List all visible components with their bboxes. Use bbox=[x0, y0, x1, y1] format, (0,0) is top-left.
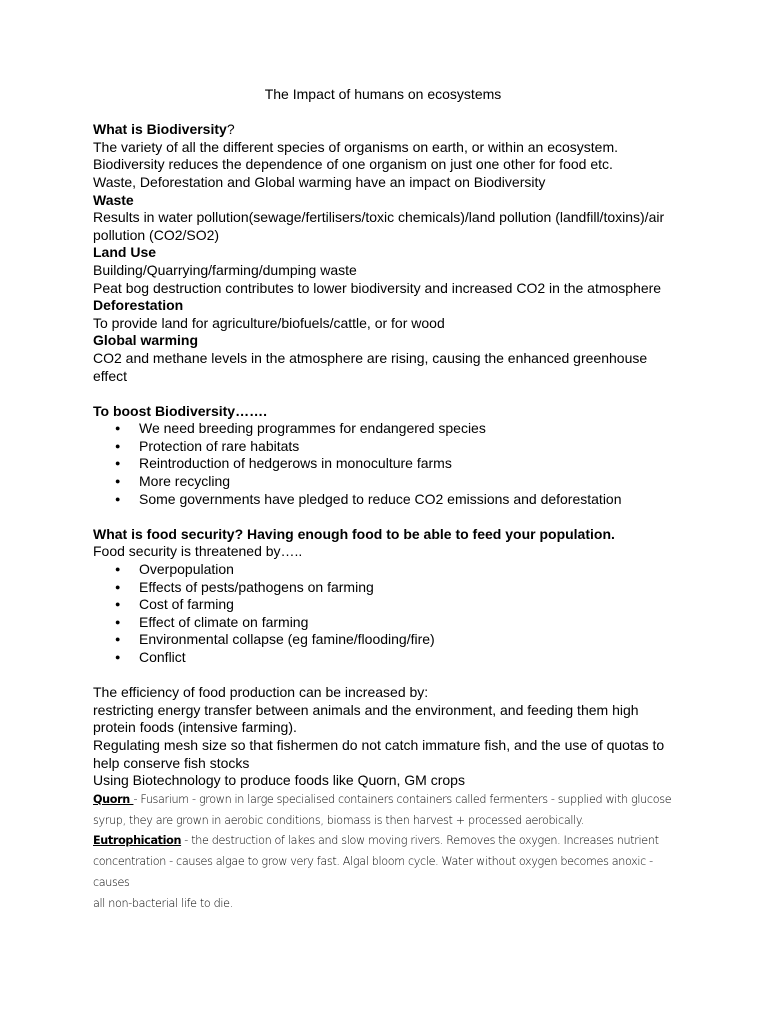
biodiversity-heading bbox=[93, 121, 683, 139]
food-security-intro: Food security is threatened by….. bbox=[93, 543, 303, 560]
biodiversity-heading-suffix: ? bbox=[226, 121, 235, 138]
food-security-list bbox=[93, 561, 683, 667]
page-title: The Impact of humans on ecosystems bbox=[264, 86, 502, 102]
boost-heading: To boost Biodiversity……. bbox=[93, 402, 267, 419]
biodiversity-heading-text: What is Biodiversity bbox=[93, 121, 227, 138]
list-item: ● More recycling bbox=[93, 473, 683, 491]
eutrophication-note-line: all non-bacterial life to die. bbox=[93, 896, 233, 910]
list-item: ● Effects of pests/pathogens on farming bbox=[93, 579, 683, 597]
list-item: ● Conflict bbox=[93, 649, 683, 667]
list-item: ● Protection of rare habitats bbox=[93, 438, 683, 456]
list-item: ● Environmental collapse (eg famine/flooding/fire) bbox=[93, 631, 683, 649]
list-item: ● We need breeding programmes for endangered species bbox=[93, 420, 683, 438]
quorn-text: - Fusarium - grown in large specialised containers containers called fermenters - supplied with glucose bbox=[133, 792, 672, 806]
quorn-note bbox=[93, 790, 683, 811]
deforestation-line: To provide land for agriculture/biofuels/cattle, or for wood bbox=[93, 314, 445, 331]
list-item: ● Cost of farming bbox=[93, 596, 683, 614]
waste-heading: Waste bbox=[93, 191, 134, 208]
land-use-line: Peat bog destruction contributes to lower biodiversity and increased CO2 in the atmosphere bbox=[93, 279, 662, 296]
global-warming-line: CO2 and methane levels in the atmosphere are rising, causing the enhanced greenhouse bbox=[93, 349, 648, 366]
biodiversity-line: Biodiversity reduces the dependence of one organism on just one other for food etc. bbox=[93, 156, 613, 173]
efficiency-line: Using Biotechnology to produce foods like Quorn, GM crops bbox=[93, 772, 465, 789]
handwritten-notes bbox=[93, 790, 683, 915]
efficiency-intro: The efficiency of food production can be increased by: bbox=[93, 684, 429, 701]
biodiversity-line: Waste, Deforestation and Global warming have an impact on Biodiversity bbox=[93, 173, 546, 190]
waste-line: Results in water pollution(sewage/fertilisers/toxic chemicals)/land pollution (landfill/toxins)/air bbox=[93, 209, 665, 226]
efficiency-line: help conserve fish stocks bbox=[93, 754, 250, 771]
eutrophication-text: - the destruction of lakes and slow moving rivers. Removes the oxygen. Increases nutrient bbox=[181, 834, 659, 848]
document-body bbox=[93, 86, 683, 915]
quorn-term: Quorn bbox=[93, 792, 134, 806]
land-use-line: Building/Quarrying/farming/dumping waste bbox=[93, 261, 357, 278]
eutrophication-term: Eutrophication bbox=[93, 834, 182, 848]
land-use-heading: Land Use bbox=[93, 244, 157, 261]
list-item: ● Effect of climate on farming bbox=[93, 614, 683, 632]
eutrophication-note-line: concentration - causes algae to grow very fast. Algal bloom cycle. Water without oxygen becomes anoxic - causes bbox=[93, 855, 653, 889]
quorn-note-line: syrup, they are grown in aerobic conditions, biomass is then harvest + processed aerobically. bbox=[93, 813, 584, 827]
spacer bbox=[93, 508, 683, 526]
food-security-heading: What is food security? Having enough food to be able to feed your population. bbox=[93, 525, 615, 542]
list-item: ● Reintroduction of hedgerows in monoculture farms bbox=[93, 455, 683, 473]
global-warming-heading: Global warming bbox=[93, 332, 199, 349]
list-item: ● Some governments have pledged to reduce CO2 emissions and deforestation bbox=[93, 491, 683, 509]
boost-list bbox=[93, 420, 683, 508]
spacer bbox=[93, 104, 683, 122]
eutrophication-note bbox=[93, 831, 683, 852]
spacer bbox=[93, 385, 683, 403]
efficiency-line: protein foods (intensive farming). bbox=[93, 719, 297, 736]
spacer bbox=[93, 667, 683, 685]
efficiency-line: Regulating mesh size so that fishermen do not catch immature fish, and the use of quotas to bbox=[93, 736, 665, 753]
deforestation-heading: Deforestation bbox=[93, 297, 184, 314]
waste-line: pollution (CO2/SO2) bbox=[93, 226, 220, 243]
list-item: ● Overpopulation bbox=[93, 561, 683, 579]
efficiency-line: restricting energy transfer between animals and the environment, and feeding them high bbox=[93, 701, 639, 718]
biodiversity-line: The variety of all the different species of organisms on earth, or within an ecosystem. bbox=[93, 138, 618, 155]
global-warming-line: effect bbox=[93, 367, 127, 384]
